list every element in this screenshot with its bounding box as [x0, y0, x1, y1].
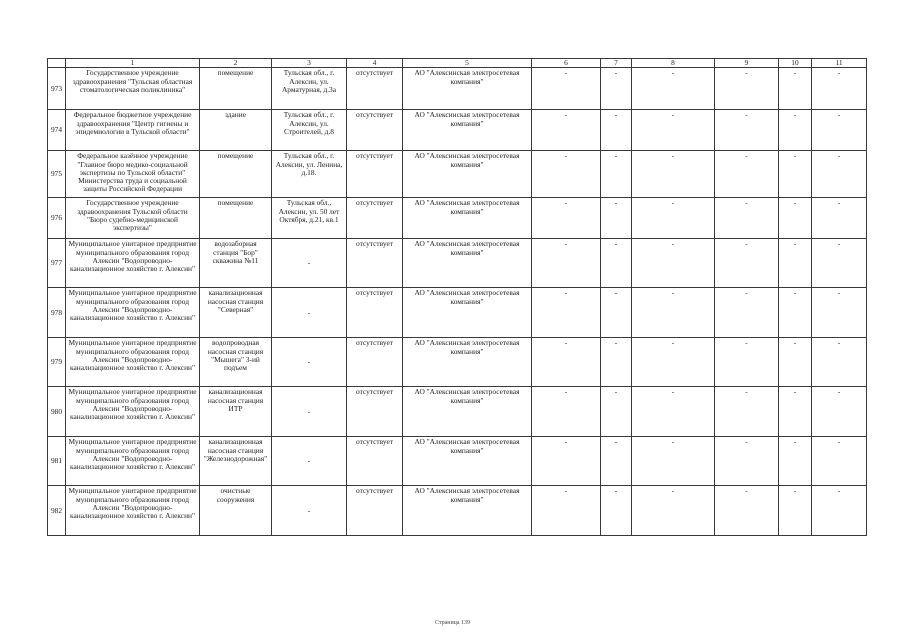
- address-cell: -: [272, 239, 347, 288]
- table-row: [48, 387, 867, 437]
- column-header: 10: [779, 59, 812, 68]
- object-type-cell: очистные сооружения: [200, 486, 272, 536]
- organization-cell: Муниципальное унитарное предприятие муниципального образования город Алексин "Водопроводно-канализационное хозяйство г. Алексин": [66, 338, 200, 387]
- col6-cell: -: [532, 437, 601, 486]
- object-type-cell: помещение: [200, 151, 272, 198]
- col8-cell: -: [632, 288, 715, 338]
- table-row: [48, 437, 867, 486]
- organization-cell: Муниципальное унитарное предприятие муниципального образования город Алексин "Водопроводно-канализационное хозяйство г. Алексин": [66, 437, 200, 486]
- col8-cell: -: [632, 387, 715, 437]
- grid-company-cell: АО "Алексинская электросетевая компания": [403, 151, 532, 198]
- row-number-cell: 974: [48, 110, 66, 151]
- col7-cell: -: [601, 151, 632, 198]
- column-header: 1: [66, 59, 200, 68]
- col8-cell: -: [632, 437, 715, 486]
- status-cell: отсутствует: [347, 288, 403, 338]
- address-cell: Тульская обл., Алексин, ул. 50 лет Октября, д.21, кв.1: [272, 198, 347, 239]
- status-cell: отсутствует: [347, 486, 403, 536]
- column-header: 8: [632, 59, 715, 68]
- col7-cell: -: [601, 68, 632, 110]
- col11-cell: -: [812, 437, 867, 486]
- organization-cell: Государственное учреждение здравоохранения "Тульская областная стоматологическая поликлиника": [66, 68, 200, 110]
- grid-company-cell: АО "Алексинская электросетевая компания": [403, 110, 532, 151]
- address-cell: Тульская обл., г. Алексин, ул. Арматурная, д.3а: [272, 68, 347, 110]
- column-header: [48, 59, 66, 68]
- address-cell: -: [272, 486, 347, 536]
- col6-cell: -: [532, 151, 601, 198]
- table-row: [48, 288, 867, 338]
- col10-cell: -: [779, 110, 812, 151]
- table-row: [48, 338, 867, 387]
- grid-company-cell: АО "Алексинская электросетевая компания": [403, 68, 532, 110]
- row-number-cell: 980: [48, 387, 66, 437]
- column-header: 4: [347, 59, 403, 68]
- address-cell: -: [272, 387, 347, 437]
- organization-cell: Муниципальное унитарное предприятие муниципального образования город Алексин "Водопроводно-канализационное хозяйство г. Алексин": [66, 239, 200, 288]
- col8-cell: -: [632, 239, 715, 288]
- object-type-cell: помещение: [200, 198, 272, 239]
- col7-cell: -: [601, 288, 632, 338]
- column-header: 3: [272, 59, 347, 68]
- col11-cell: -: [812, 338, 867, 387]
- organization-cell: Муниципальное унитарное предприятие муниципального образования город Алексин "Водопроводно-канализационное хозяйство г. Алексин": [66, 288, 200, 338]
- registry-table: [47, 58, 867, 536]
- col10-cell: -: [779, 198, 812, 239]
- grid-company-cell: АО "Алексинская электросетевая компания": [403, 486, 532, 536]
- col10-cell: -: [779, 437, 812, 486]
- col9-cell: -: [715, 437, 779, 486]
- col10-cell: -: [779, 486, 812, 536]
- col8-cell: -: [632, 151, 715, 198]
- col9-cell: -: [715, 387, 779, 437]
- organization-cell: Государственное учреждение здравоохранения Тульской области "Бюро судебно-медицинской экспертизы": [66, 198, 200, 239]
- grid-company-cell: АО "Алексинская электросетевая компания": [403, 288, 532, 338]
- col11-cell: -: [812, 486, 867, 536]
- col9-cell: -: [715, 198, 779, 239]
- col11-cell: -: [812, 68, 867, 110]
- organization-cell: Федеральное казённое учреждение "Главное бюро медико-социальной экспертизы по Тульской области" Министерства труда и социальной защиты Российской Федерации: [66, 151, 200, 198]
- col10-cell: -: [779, 338, 812, 387]
- column-header: 11: [812, 59, 867, 68]
- col10-cell: -: [779, 151, 812, 198]
- col9-cell: -: [715, 288, 779, 338]
- col6-cell: -: [532, 68, 601, 110]
- col9-cell: -: [715, 110, 779, 151]
- col7-cell: -: [601, 110, 632, 151]
- col6-cell: -: [532, 338, 601, 387]
- col7-cell: -: [601, 486, 632, 536]
- col10-cell: -: [779, 68, 812, 110]
- col11-cell: -: [812, 110, 867, 151]
- col9-cell: -: [715, 239, 779, 288]
- table-row: [48, 486, 867, 536]
- col7-cell: -: [601, 198, 632, 239]
- col10-cell: -: [779, 288, 812, 338]
- col10-cell: -: [779, 387, 812, 437]
- col9-cell: -: [715, 486, 779, 536]
- address-cell: Тульская обл., г. Алексин, ул. Строителей, д.8: [272, 110, 347, 151]
- status-cell: отсутствует: [347, 151, 403, 198]
- row-number-cell: 973: [48, 68, 66, 110]
- col8-cell: -: [632, 338, 715, 387]
- status-cell: отсутствует: [347, 239, 403, 288]
- address-cell: -: [272, 338, 347, 387]
- page-number: Страница 139: [434, 620, 471, 626]
- table-row: [48, 198, 867, 239]
- col8-cell: -: [632, 68, 715, 110]
- organization-cell: Федеральное бюджетное учреждение здравоохранения "Центр гигиены и эпидемиологии в Тульской области": [66, 110, 200, 151]
- object-type-cell: канализационная насосная станция "Северная": [200, 288, 272, 338]
- grid-company-cell: АО "Алексинская электросетевая компания": [403, 387, 532, 437]
- row-number-cell: 976: [48, 198, 66, 239]
- object-type-cell: водопроводная насосная станция "Мышега" 3-ий подъем: [200, 338, 272, 387]
- col8-cell: -: [632, 486, 715, 536]
- column-header: 6: [532, 59, 601, 68]
- col6-cell: -: [532, 486, 601, 536]
- row-number-cell: 977: [48, 239, 66, 288]
- col11-cell: -: [812, 198, 867, 239]
- object-type-cell: водозаборная станция "Бор" скважина №11: [200, 239, 272, 288]
- table-row: [48, 110, 867, 151]
- row-number-cell: 982: [48, 486, 66, 536]
- col7-cell: -: [601, 437, 632, 486]
- row-number-cell: 975: [48, 151, 66, 198]
- col9-cell: -: [715, 68, 779, 110]
- grid-company-cell: АО "Алексинская электросетевая компания": [403, 239, 532, 288]
- col9-cell: -: [715, 151, 779, 198]
- col6-cell: -: [532, 387, 601, 437]
- col6-cell: -: [532, 239, 601, 288]
- status-cell: отсутствует: [347, 387, 403, 437]
- status-cell: отсутствует: [347, 110, 403, 151]
- col7-cell: -: [601, 387, 632, 437]
- object-type-cell: канализационная насосная станция "Железнодорожная": [200, 437, 272, 486]
- col6-cell: -: [532, 288, 601, 338]
- col11-cell: -: [812, 239, 867, 288]
- address-cell: Тульская обл., г. Алексин, ул. Ленина, д.18.: [272, 151, 347, 198]
- col11-cell: -: [812, 151, 867, 198]
- col11-cell: -: [812, 288, 867, 338]
- address-cell: -: [272, 288, 347, 338]
- column-header: 9: [715, 59, 779, 68]
- object-type-cell: помещение: [200, 68, 272, 110]
- object-type-cell: здание: [200, 110, 272, 151]
- row-number-cell: 979: [48, 338, 66, 387]
- status-cell: отсутствует: [347, 198, 403, 239]
- organization-cell: Муниципальное унитарное предприятие муниципального образования город Алексин "Водопроводно-канализационное хозяйство г. Алексин": [66, 486, 200, 536]
- organization-cell: Муниципальное унитарное предприятие муниципального образования город Алексин "Водопроводно-канализационное хозяйство г. Алексин": [66, 387, 200, 437]
- row-number-cell: 978: [48, 288, 66, 338]
- row-number-cell: 981: [48, 437, 66, 486]
- status-cell: отсутствует: [347, 68, 403, 110]
- table-row: [48, 239, 867, 288]
- col8-cell: -: [632, 198, 715, 239]
- grid-company-cell: АО "Алексинская электросетевая компания": [403, 198, 532, 239]
- grid-company-cell: АО "Алексинская электросетевая компания": [403, 437, 532, 486]
- col6-cell: -: [532, 110, 601, 151]
- col10-cell: -: [779, 239, 812, 288]
- status-cell: отсутствует: [347, 338, 403, 387]
- object-type-cell: канализационная насосная станция ИТР: [200, 387, 272, 437]
- status-cell: отсутствует: [347, 437, 403, 486]
- column-header-row: [48, 59, 867, 68]
- column-header: 2: [200, 59, 272, 68]
- address-cell: -: [272, 437, 347, 486]
- col8-cell: -: [632, 110, 715, 151]
- table-row: [48, 68, 867, 110]
- col9-cell: -: [715, 338, 779, 387]
- col7-cell: -: [601, 239, 632, 288]
- grid-company-cell: АО "Алексинская электросетевая компания": [403, 338, 532, 387]
- column-header: 5: [403, 59, 532, 68]
- table-row: [48, 151, 867, 198]
- col6-cell: -: [532, 198, 601, 239]
- column-header: 7: [601, 59, 632, 68]
- col11-cell: -: [812, 387, 867, 437]
- col7-cell: -: [601, 338, 632, 387]
